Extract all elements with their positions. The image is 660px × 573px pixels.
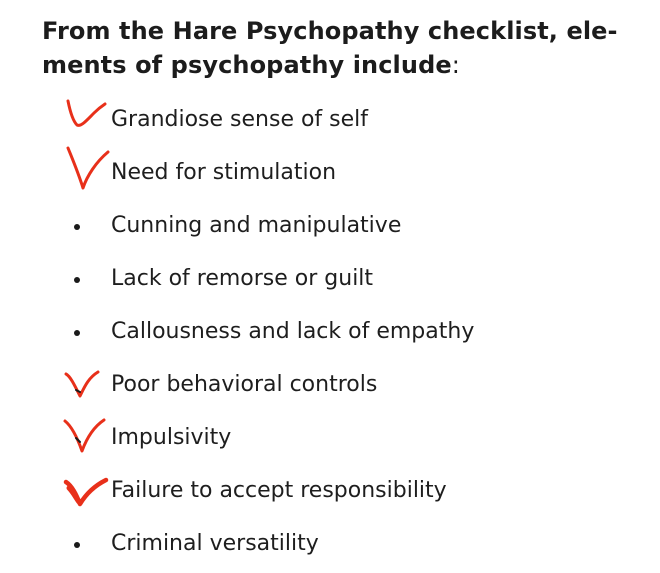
list-item-label: Callousness and lack of empathy — [111, 319, 475, 344]
checklist-heading — [42, 14, 642, 82]
psychopathy-elements-list — [0, 95, 660, 572]
red-checkmark-icon — [62, 472, 110, 512]
bullet-icon — [74, 330, 80, 336]
list-item-grandiose — [0, 95, 660, 148]
list-item-label: Grandiose sense of self — [111, 107, 369, 132]
list-item-responsibility — [0, 466, 660, 519]
list-item-label: Lack of remorse or guilt — [111, 266, 374, 291]
heading-text: From the Hare Psychopathy checklist, ele-ments of psychopathy include — [42, 17, 618, 79]
list-item-label: Need for stimulation — [111, 160, 337, 185]
heading-colon: : — [451, 51, 460, 79]
list-item-callousness — [0, 307, 660, 360]
list-item-behavioral-controls — [0, 360, 660, 413]
list-item-label: Criminal versatility — [111, 531, 319, 556]
red-checkmark-icon — [62, 416, 108, 458]
red-checkmark-icon — [62, 368, 106, 404]
red-checkmark-icon — [64, 97, 108, 133]
bullet-icon — [74, 224, 80, 230]
list-item-label: Failure to accept responsibility — [111, 478, 447, 503]
bullet-icon — [74, 542, 80, 548]
list-item-label: Impulsivity — [111, 425, 232, 450]
list-item-criminal-versatility — [0, 519, 660, 572]
list-item-impulsivity — [0, 413, 660, 466]
red-checkmark-icon — [64, 144, 110, 194]
list-item-cunning — [0, 201, 660, 254]
list-item-label: Cunning and manipulative — [111, 213, 402, 238]
list-item-label: Poor behavioral controls — [111, 372, 378, 397]
bullet-icon — [74, 277, 80, 283]
list-item-remorse — [0, 254, 660, 307]
list-item-stimulation — [0, 148, 660, 201]
